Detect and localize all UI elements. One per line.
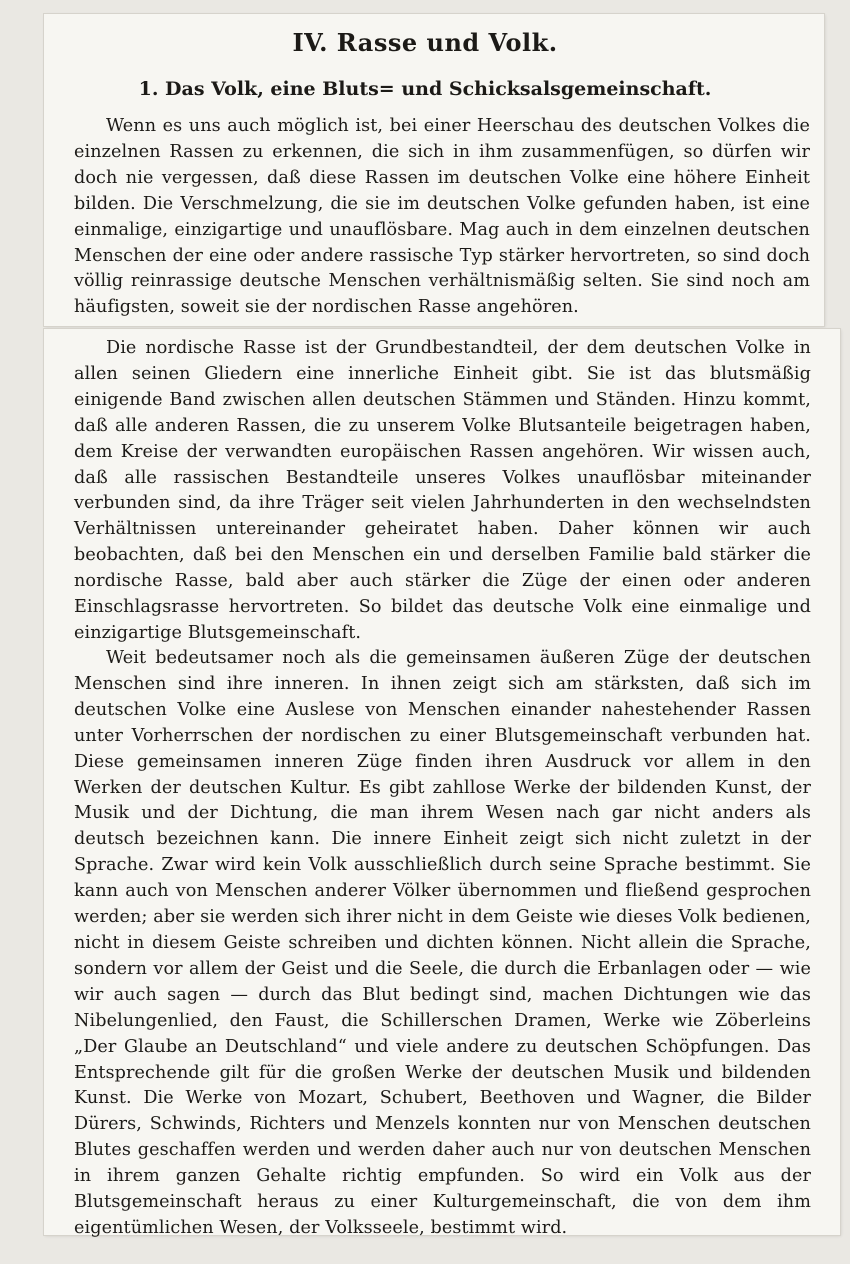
paragraph-3: Weit bedeutsamer noch als die gemeinsamen äußeren Züge der deutschen Menschen sind ihre inneren. In ihnen zeigt sich am stärksten, daß sich im deutschen Volke eine Auslese von Menschen einander nahestehender Rassen unter Vorherrschen der nordischen zu einer Blutsgemeinschaft verbunden hat. Diese gemeinsamen inneren Züge finden ihren Ausdruck vor allem in den Werken der deutschen Kultur. Es gibt zahllose Werke der bildenden Kunst, der Musik und der Dichtung, die man ihrem Wesen nach gar nicht anders als deutsch bezeichnen kann. Die innere Einheit zeigt sich nicht zuletzt in der Sprache. Zwar wird kein Volk ausschließlich durch seine Sprache bestimmt. Sie kann auch von Menschen anderer Völker übernommen und fließend gesprochen werden; aber sie werden sich ihrer nicht in dem Geiste wie dieses Volk bedienen, nicht in diesem Geiste schreiben und dichten können. Nicht allein die Sprache, sondern vor allem der Geist und die Seele, die durch die Erbanlagen oder — wie wir auch sagen — durch das Blut bedingt sind, machen Dichtungen wie das Nibelungenlied, den Faust, die Schillerschen Dramen, Werke wie Zöberleins „Der Glaube an Deutschland“ und viele andere zu deutschen Schöpfungen. Das Entsprechende gilt für die großen Werke der deutschen Musik und bildenden Kunst. Die Werke von Mozart, Schubert, Beethoven und Wagner, die Bilder Dürers, Schwinds, Richters und Menzels konnten nur von Menschen deutschen Blutes geschaffen werden und werden daher auch nur von deutschen Menschen in ihrem ganzen Gehalte richtig empfunden. So wird ein Volk aus der Blutsgemeinschaft heraus zu einer Kulturgemeinschaft, die von dem ihm eigentümlichen Wesen, der Volksseele, bestimmt wird. [74, 648, 811, 1238]
paragraph-1: Wenn es uns auch möglich ist, bei einer Heerschau des deutschen Volkes die einzelnen Rassen zu erkennen, die sich in ihm zusammenfügen, so dürfen wir doch nie vergessen, daß diese Rassen im deutschen Volke eine höhere Einheit bilden. Die Verschmelzung, die sie im deutschen Volke gefunden haben, ist eine einmalige, einzigartige und unauflösbare. Mag auch in dem einzelnen deutschen Menschen der eine oder andere rassische Typ stärker hervortreten, so sind doch völlig reinrassige deutsche Menschen verhältnismäßig selten. Sie sind noch am häufigsten, soweit sie der nordischen Rasse angehören. [74, 116, 810, 318]
chapter-title: IV. Rasse und Volk. [292, 28, 558, 57]
section-title: 1. Das Volk, eine Bluts= und Schicksalsgemeinschaft. [138, 78, 712, 100]
paragraph-2: Die nordische Rasse ist der Grundbestandteil, der dem deutschen Volke in allen seinen Gliedern eine innerliche Einheit gibt. Sie ist das blutsmäßig einigende Band zwischen allen deutschen Stämmen und Ständen. Hinzu kommt, daß alle anderen Rassen, die zu unserem Volke Blutsanteile beigetragen haben, dem Kreise der verwandten europäischen Rassen angehören. Wir wissen auch, daß alle rassischen Bestandteile unseres Volkes unauflösbar miteinander verbunden sind, da ihre Träger seit vielen Jahrhunderten in den wechselndsten Verhältnissen untereinander geheiratet haben. Daher können wir auch beobachten, daß bei den Menschen ein und derselben Familie bald stärker die nordische Rasse, bald aber auch stärker die Züge der einen oder anderen Einschlagsrasse hervortreten. So bildet das deutsche Volk eine einmalige und einzigartige Blutsgemeinschaft. [74, 338, 811, 643]
